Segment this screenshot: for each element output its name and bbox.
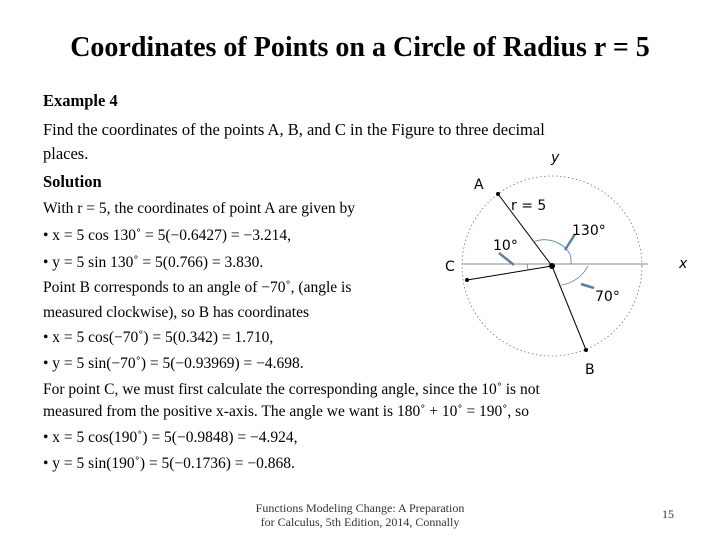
label-c: C xyxy=(445,259,455,275)
origin-point xyxy=(549,263,555,269)
radius-label: r = 5 xyxy=(511,198,547,214)
angle-label-70: 70° xyxy=(595,289,620,305)
label-a: A xyxy=(474,177,484,193)
page-number: 15 xyxy=(662,507,674,521)
arrow-70-icon xyxy=(581,284,594,288)
text-line: • x = 5 cos(190˚) = 5(−0.9848) = −4.924, xyxy=(43,429,298,446)
text-line: For point C, we must first calculate the corresponding angle, since the 10˚ is not xyxy=(43,381,540,398)
angle-arc-70 xyxy=(561,266,588,285)
footer-line: for Calculus, 5th Edition, 2014, Connally xyxy=(260,515,460,529)
text-line: • y = 5 sin(−70˚) = 5(−0.93969) = −4.698. xyxy=(43,355,304,372)
arrow-10-icon xyxy=(499,253,514,265)
text-line: measured from the positive x-axis. The angle we want is 180˚ + 10˚ = 190˚, so xyxy=(43,403,529,420)
radius-c xyxy=(467,266,552,280)
angle-label-10: 10° xyxy=(493,238,518,254)
angle-label-130: 130° xyxy=(572,223,606,239)
angle-arc-130 xyxy=(533,240,571,264)
angle-arc-10 xyxy=(527,264,528,270)
example-heading: Example 4 xyxy=(43,91,118,110)
text-line: measured clockwise), so B has coordinates xyxy=(43,304,310,321)
text-line: • x = 5 cos 130˚ = 5(−0.6427) = −3.214, xyxy=(43,227,292,244)
text-line: • y = 5 sin 130˚ = 5(0.766) = 3.830. xyxy=(43,254,264,271)
slide-title: Coordinates of Points on a Circle of Radius r = 5 xyxy=(70,32,650,63)
footer-line: Functions Modeling Change: A Preparation xyxy=(255,501,465,515)
text-line: • y = 5 sin(190˚) = 5(−0.1736) = −0.868. xyxy=(43,455,295,472)
solution-heading: Solution xyxy=(43,172,102,191)
x-axis-label: x xyxy=(679,256,688,272)
y-axis-label: y xyxy=(551,150,560,166)
point-a xyxy=(496,192,500,196)
text-line: Point B corresponds to an angle of −70˚, (angle is xyxy=(43,279,352,296)
point-c xyxy=(465,278,469,282)
label-b: B xyxy=(585,362,595,378)
radius-b xyxy=(552,266,586,350)
text-line: With r = 5, the coordinates of point A are given by xyxy=(43,200,356,217)
point-b xyxy=(584,348,588,352)
footer xyxy=(230,501,490,529)
text-line: places. xyxy=(43,144,89,163)
text-line: • x = 5 cos(−70˚) = 5(0.342) = 1.710, xyxy=(43,329,274,346)
text-line: Find the coordinates of the points A, B, and C in the Figure to three decimal xyxy=(43,120,545,139)
